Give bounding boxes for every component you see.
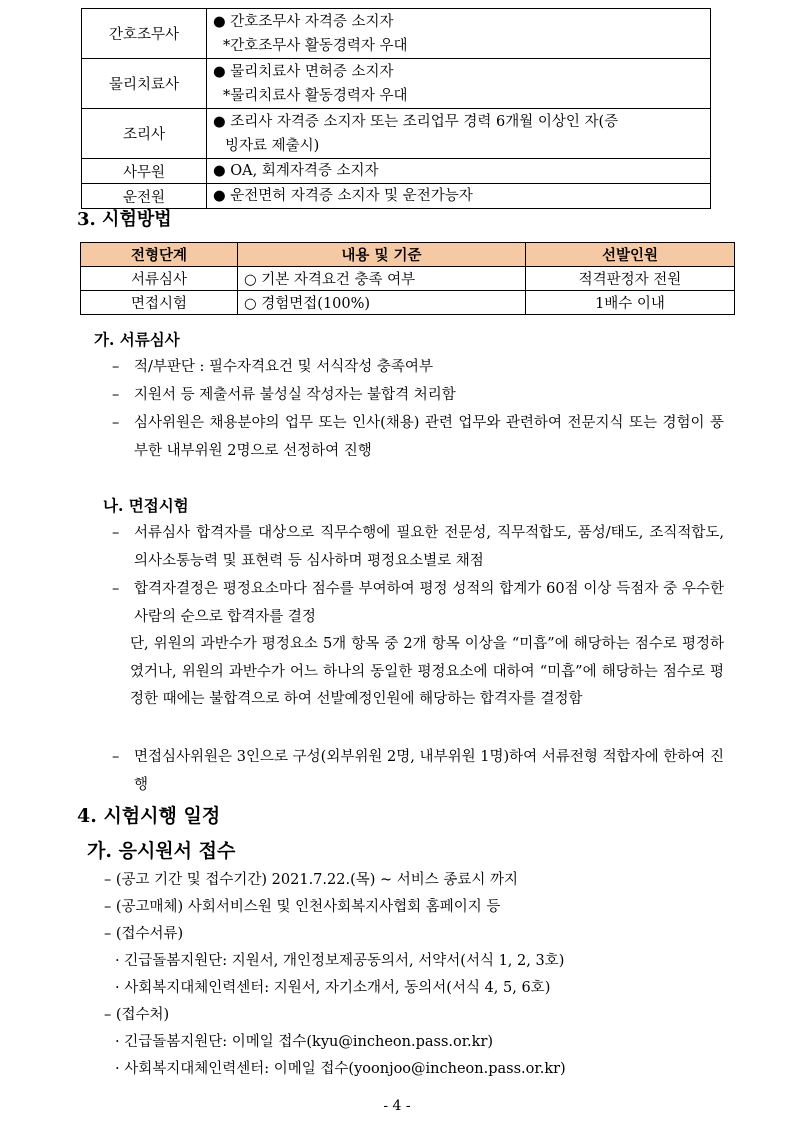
table-cell: ○ 기본 자격요건 충족 여부: [238, 267, 526, 291]
list-item: [112, 576, 724, 631]
requirement-line: ● 조리사 자격증 소지자 또는 조리업무 경력 6개월 이상인 자(증: [213, 113, 619, 130]
role-cell: 운전원: [82, 184, 207, 209]
table-row: [82, 109, 711, 159]
requirement-line: ● 물리치료사 면허증 소지자: [213, 63, 394, 80]
list-item: [112, 354, 724, 382]
qualification-table: [81, 8, 711, 209]
list-item: [112, 410, 724, 465]
requirement-cell: [207, 59, 711, 109]
column-header: 내용 및 기준: [238, 243, 526, 267]
list-item-text: 서류심사 합격자를 대상으로 직무수행에 필요한 전문성, 직무적합도, 품성/태도, 조직적합도, 의사소통능력 및 표현력 등 심사하며 평정요소별로 채점: [134, 525, 724, 569]
requirement-cell: [207, 109, 711, 159]
schedule-line: – (공고 기간 및 접수기간) 2021.7.22.(목) ~ 서비스 종료시 까지: [104, 872, 519, 888]
schedule-line: · 긴급돌봄지원단: 이메일 접수(kyu@incheon.pass.or.kr): [115, 1034, 494, 1050]
column-header: 선발인원: [526, 243, 735, 267]
interview-title: 나. 면접시험: [103, 496, 189, 515]
doc-review-title: 가. 서류심사: [94, 330, 180, 349]
table-cell: 1배수 이내: [526, 291, 735, 315]
dash-marker: –: [112, 415, 120, 431]
table-row: [81, 291, 735, 315]
list-item: [112, 520, 724, 575]
interview-note: 단, 위원의 과반수가 평정요소 5개 항목 중 2개 항목 이상을 “미흡”에 해당하는 점수로 평정하였거나, 위원의 과반수가 어느 하나의 동일한 평정요소에 대하여 “미흡”에 해당하는 점수로 평정한 때에는 불합격으로 하여 선발예정인원에 해당하는 합격자를 결정함: [130, 636, 724, 707]
list-item: [112, 744, 724, 799]
requirement-subline: *간호조무사 활동경력자 우대: [223, 37, 408, 54]
schedule-line: · 사회복지대체인력센터: 지원서, 자기소개서, 동의서(서식 4, 5, 6호): [115, 980, 551, 996]
section4-title: 4. 시험시행 일정: [77, 805, 221, 827]
application-title: 가. 응시원서 접수: [87, 840, 236, 862]
schedule-line: · 긴급돌봄지원단: 지원서, 개인정보제공동의서, 서약서(서식 1, 2, 3호): [115, 953, 565, 969]
table-cell: ○ 경험면접(100%): [238, 291, 526, 315]
section3-title: 3. 시험방법: [77, 209, 172, 230]
requirement-cell: [207, 9, 711, 59]
role-cell: 물리치료사: [82, 59, 207, 109]
table-row: [82, 159, 711, 184]
requirement-line: ● 운전면허 자격증 소지자 및 운전가능자: [213, 188, 473, 204]
requirement-subline: *물리치료사 활동경력자 우대: [223, 87, 408, 104]
dash-marker: –: [112, 581, 120, 597]
list-item: [112, 382, 724, 410]
requirement-cell: [207, 184, 711, 209]
table-cell: 서류심사: [81, 267, 238, 291]
method-table: [80, 242, 735, 315]
table-row: [82, 9, 711, 59]
list-item-text: 면접심사위원은 3인으로 구성(외부위원 2명, 내부위원 1명)하여 서류전형 적합자에 한하여 진행: [134, 749, 724, 793]
table-row: [81, 267, 735, 291]
column-header: 전형단계: [81, 243, 238, 267]
dash-marker: –: [112, 359, 120, 375]
dash-marker: –: [112, 387, 120, 403]
table-row: [82, 59, 711, 109]
table-row: [82, 184, 711, 209]
requirement-line: ● OA, 회계자격증 소지자: [213, 163, 379, 179]
schedule-line: – (공고매체) 사회서비스원 및 인천사회복지사협회 홈페이지 등: [104, 899, 501, 915]
schedule-line: – (접수처): [104, 1007, 170, 1023]
role-cell: 간호조무사: [82, 9, 207, 59]
dash-marker: –: [112, 749, 120, 765]
table-cell: 면접시험: [81, 291, 238, 315]
list-item-text: 합격자결정은 평정요소마다 점수를 부여하여 평정 성적의 합계가 60점 이상 득점자 중 우수한 사람의 순으로 합격자를 결정: [134, 581, 724, 625]
list-item-text: 적/부판단 : 필수자격요건 및 서식작성 충족여부: [134, 359, 433, 375]
role-cell: 사무원: [82, 159, 207, 184]
list-item-text: 지원서 등 제출서류 불성실 작성자는 불합격 처리함: [134, 387, 456, 403]
schedule-line: · 사회복지대체인력센터: 이메일 접수(yoonjoo@incheon.pass.or.kr): [115, 1061, 566, 1077]
role-cell: 조리사: [82, 109, 207, 159]
list-item-text: 심사위원은 채용분야의 업무 또는 인사(채용) 관련 업무와 관련하여 전문지식 또는 경험이 풍부한 내부위원 2명으로 선정하여 진행: [134, 415, 724, 459]
page-number: - 4 -: [383, 1098, 411, 1114]
requirement-subline: 빙자료 제출시): [225, 137, 320, 154]
requirement-line: ● 간호조무사 자격증 소지자: [213, 13, 394, 30]
table-header-row: [81, 243, 735, 267]
table-cell: 적격판정자 전원: [526, 267, 735, 291]
dash-marker: –: [112, 525, 120, 541]
schedule-line: – (접수서류): [104, 926, 184, 942]
requirement-cell: [207, 159, 711, 184]
